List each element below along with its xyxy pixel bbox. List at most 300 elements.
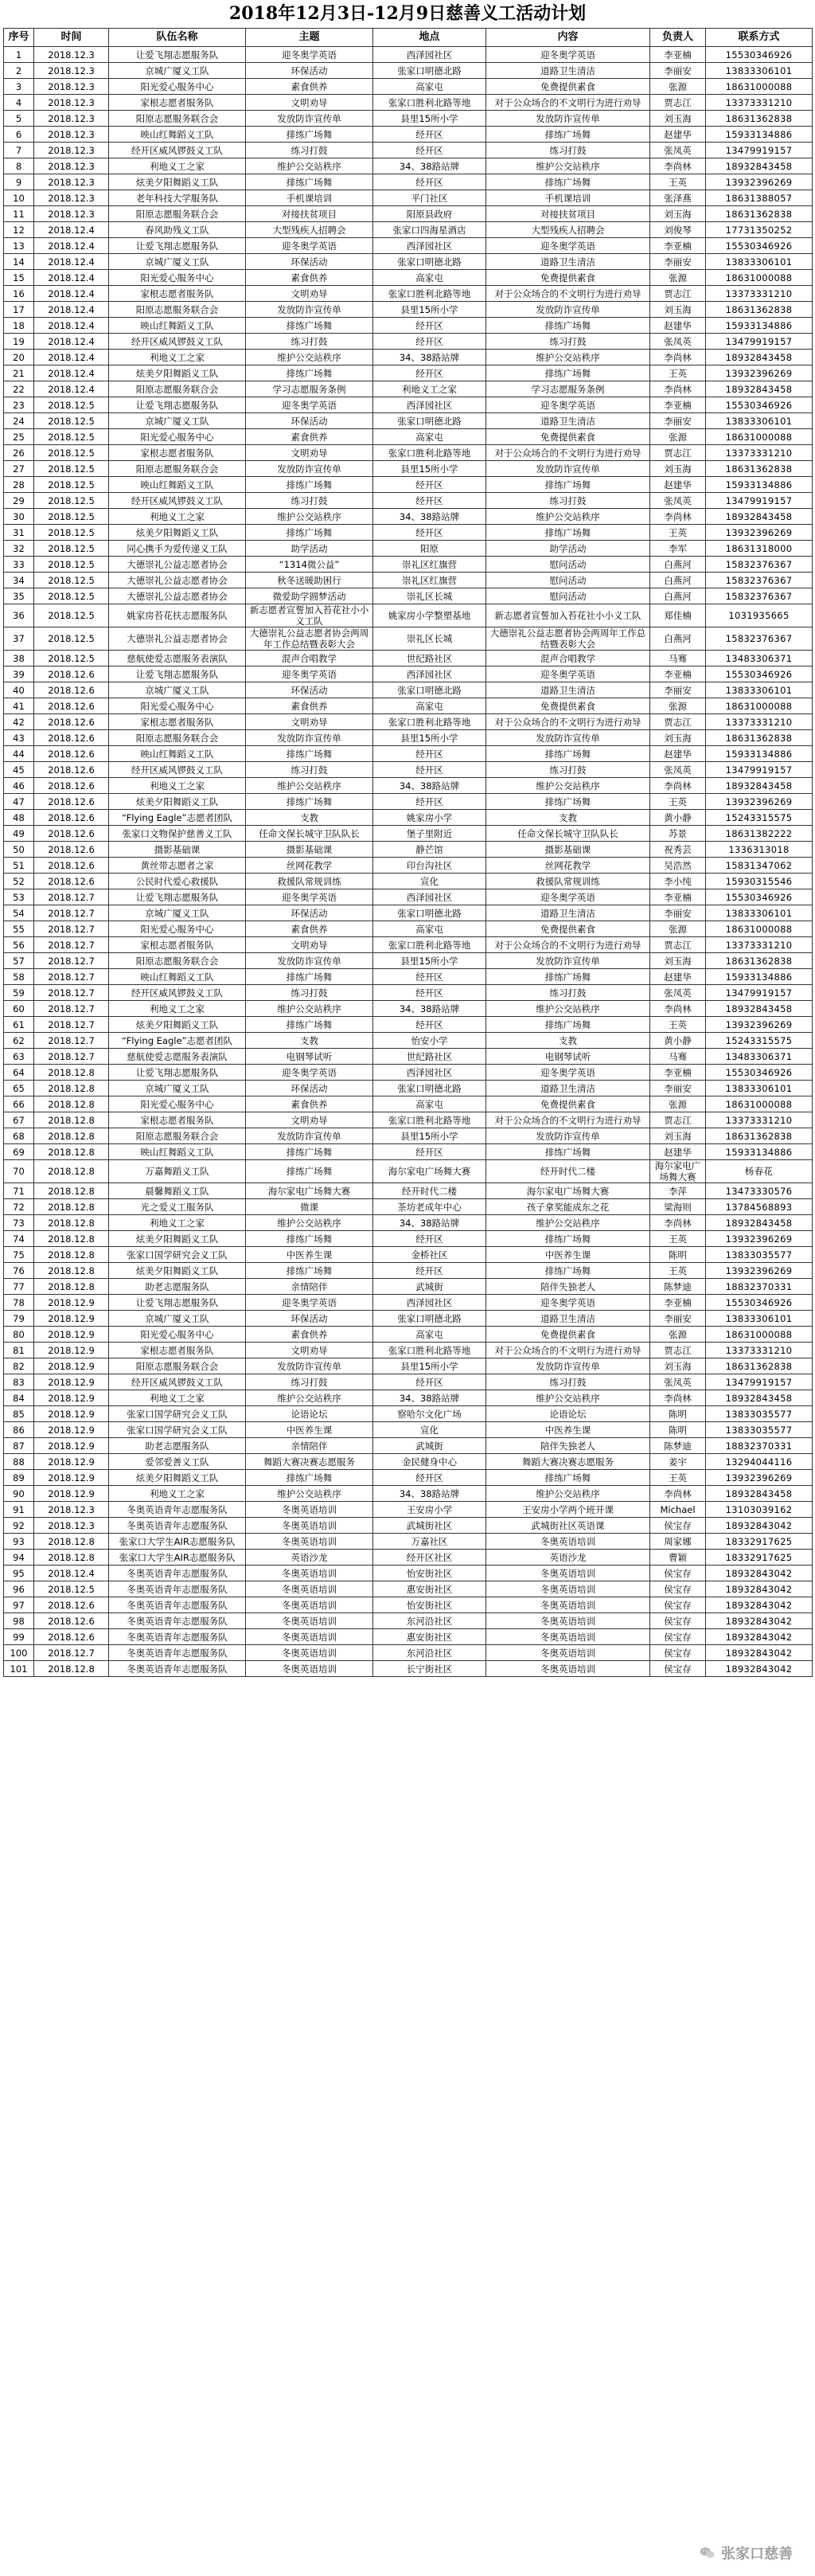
cell-index: 51: [4, 858, 34, 874]
cell-location: 茶坊老成年中心: [373, 1199, 486, 1215]
table-row: [4, 222, 813, 238]
table-row: [4, 762, 813, 778]
cell-index: 38: [4, 651, 34, 666]
cell-team: 阳光爱心服务中心: [109, 698, 246, 714]
cell-date: 2018.12.9: [34, 1358, 109, 1374]
cell-index: 70: [4, 1160, 34, 1183]
cell-theme: 舞蹈大赛决赛志愿服务: [246, 1454, 373, 1470]
cell-contact: 18631318000: [706, 541, 813, 557]
cell-theme: 发放防诈宣传单: [246, 1358, 373, 1374]
table-row: [4, 588, 813, 604]
cell-team: 映山红舞蹈义工队: [109, 969, 246, 985]
cell-index: 8: [4, 158, 34, 174]
cell-team: 让爱飞翔志愿服务队: [109, 666, 246, 682]
cell-team: 京城广厦义工队: [109, 1311, 246, 1327]
cell-content: 救援队常规训练: [486, 874, 650, 889]
cell-team: 让爱飞翔志愿服务队: [109, 238, 246, 254]
cell-content: 免费提供素食: [486, 921, 650, 937]
cell-content: 排练广场舞: [486, 794, 650, 810]
cell-person: 李亚楠: [650, 238, 706, 254]
cell-date: 2018.12.8: [34, 1550, 109, 1566]
cell-location: 怡安街社区: [373, 1566, 486, 1581]
cell-content: 英语沙龙: [486, 1550, 650, 1566]
cell-location: 崇礼区长城: [373, 627, 486, 651]
cell-date: 2018.12.8: [34, 1065, 109, 1081]
table-row: [4, 1049, 813, 1065]
cell-date: 2018.12.4: [34, 334, 109, 350]
cell-date: 2018.12.6: [34, 794, 109, 810]
cell-person: 海尔家电广场舞大赛: [650, 1160, 706, 1183]
cell-content: 学习志愿服务条例: [486, 381, 650, 397]
cell-contact: 13373331210: [706, 1112, 813, 1128]
table-row: [4, 858, 813, 874]
table-row: [4, 493, 813, 509]
cell-contact: 15530346926: [706, 47, 813, 63]
cell-theme: 迎冬奥学英语: [246, 666, 373, 682]
cell-location: 34、38路站牌: [373, 778, 486, 794]
cell-theme: 中医养生课: [246, 1422, 373, 1438]
table-row: [4, 397, 813, 413]
cell-team: 利地义工之家: [109, 509, 246, 525]
cell-content: 排练广场舞: [486, 1470, 650, 1486]
cell-content: 排练广场舞: [486, 1017, 650, 1033]
cell-person: 马骞: [650, 651, 706, 666]
cell-index: 40: [4, 682, 34, 698]
cell-person: 张源: [650, 698, 706, 714]
cell-date: 2018.12.4: [34, 254, 109, 270]
cell-person: 李丽安: [650, 905, 706, 921]
cell-contact: 15243315575: [706, 810, 813, 826]
cell-theme: 混声合唱教学: [246, 651, 373, 666]
cell-theme: 发放防诈宣传单: [246, 730, 373, 746]
cell-index: 2: [4, 63, 34, 79]
cell-index: 5: [4, 111, 34, 127]
cell-date: 2018.12.5: [34, 588, 109, 604]
cell-theme: 练习打鼓: [246, 762, 373, 778]
cell-content: 慰问活动: [486, 557, 650, 573]
cell-content: 维护公交站秩序: [486, 1390, 650, 1406]
cell-index: 13: [4, 238, 34, 254]
cell-team: 冬奥英语青年志愿服务队: [109, 1613, 246, 1629]
cell-content: 免费提供素食: [486, 1327, 650, 1343]
cell-index: 88: [4, 1454, 34, 1470]
cell-person: 李尚林: [650, 350, 706, 365]
cell-date: 2018.12.4: [34, 270, 109, 286]
cell-contact: 13784568893: [706, 1199, 813, 1215]
cell-contact: 18932843042: [706, 1581, 813, 1597]
cell-content: 练习打鼓: [486, 1374, 650, 1390]
cell-team: 阳原志愿服务联合会: [109, 1358, 246, 1374]
cell-content: 维护公交站秩序: [486, 350, 650, 365]
cell-date: 2018.12.7: [34, 1001, 109, 1017]
cell-content: 中医养生课: [486, 1247, 650, 1263]
cell-content: 迎冬奥学英语: [486, 1295, 650, 1311]
cell-theme: 维护公交站秩序: [246, 1390, 373, 1406]
cell-location: 张家口明德北路: [373, 63, 486, 79]
cell-date: 2018.12.4: [34, 381, 109, 397]
cell-location: 姚家房小学: [373, 810, 486, 826]
cell-theme: 环保活动: [246, 413, 373, 429]
cell-index: 89: [4, 1470, 34, 1486]
cell-team: “Flying Eagle”志愿者团队: [109, 1033, 246, 1049]
cell-contact: 18631362838: [706, 730, 813, 746]
cell-contact: 杨春花: [706, 1160, 813, 1183]
cell-index: 65: [4, 1081, 34, 1096]
cell-location: 经开区: [373, 493, 486, 509]
cell-theme: 冬奥英语培训: [246, 1534, 373, 1550]
cell-team: 春风助残义工队: [109, 222, 246, 238]
cell-date: 2018.12.6: [34, 1629, 109, 1645]
cell-index: 11: [4, 206, 34, 222]
cell-contact: 15933134886: [706, 127, 813, 143]
cell-content: 发放防诈宣传单: [486, 953, 650, 969]
cell-theme: 秋冬送暖助困行: [246, 573, 373, 588]
cell-date: 2018.12.3: [34, 174, 109, 190]
cell-index: 56: [4, 937, 34, 953]
cell-location: 张家口胜利北路等地: [373, 445, 486, 461]
cell-person: 李尚林: [650, 381, 706, 397]
cell-index: 96: [4, 1581, 34, 1597]
cell-location: 经开区: [373, 365, 486, 381]
cell-person: 张凤英: [650, 493, 706, 509]
table-row: [4, 921, 813, 937]
cell-date: 2018.12.6: [34, 1613, 109, 1629]
cell-contact: 15530346926: [706, 397, 813, 413]
cell-theme: 微爱助学圆梦活动: [246, 588, 373, 604]
table-row: [4, 1343, 813, 1358]
cell-theme: 发放防诈宣传单: [246, 111, 373, 127]
cell-location: 张家口胜利北路等地: [373, 286, 486, 302]
cell-person: 吴浩然: [650, 858, 706, 874]
cell-contact: 18631362838: [706, 302, 813, 318]
cell-team: 利地义工之家: [109, 158, 246, 174]
cell-index: 100: [4, 1645, 34, 1661]
cell-location: 高家屯: [373, 1327, 486, 1343]
cell-index: 16: [4, 286, 34, 302]
cell-contact: 18932843458: [706, 778, 813, 794]
cell-content: 练习打鼓: [486, 985, 650, 1001]
cell-content: 陪伴失独老人: [486, 1438, 650, 1454]
cell-team: 家根志愿者服务队: [109, 445, 246, 461]
cell-location: 世纪路社区: [373, 651, 486, 666]
cell-theme: 素食供养: [246, 79, 373, 95]
cell-location: 怡安小学: [373, 1033, 486, 1049]
cell-index: 79: [4, 1311, 34, 1327]
cell-team: 助老志愿服务队: [109, 1438, 246, 1454]
table-row: [4, 627, 813, 651]
cell-date: 2018.12.6: [34, 778, 109, 794]
cell-theme: 文明劝导: [246, 937, 373, 953]
cell-date: 2018.12.7: [34, 905, 109, 921]
cell-location: 经开区: [373, 525, 486, 541]
cell-theme: 排练广场舞: [246, 318, 373, 334]
cell-location: 静芒馆: [373, 842, 486, 858]
cell-index: 72: [4, 1199, 34, 1215]
cell-content: 迎冬奥学英语: [486, 666, 650, 682]
cell-contact: 17731350252: [706, 222, 813, 238]
cell-theme: 排练广场舞: [246, 1231, 373, 1247]
cell-contact: 13473330576: [706, 1183, 813, 1199]
cell-content: 冬奥英语培训: [486, 1566, 650, 1581]
cell-person: 侯宝存: [650, 1661, 706, 1677]
cell-location: 经开区: [373, 334, 486, 350]
cell-contact: 15530346926: [706, 1295, 813, 1311]
cell-person: 陈明: [650, 1406, 706, 1422]
cell-date: 2018.12.3: [34, 47, 109, 63]
cell-team: 老年科技大学服务队: [109, 190, 246, 206]
table-row: [4, 1374, 813, 1390]
cell-team: 阳光爱心服务中心: [109, 1327, 246, 1343]
cell-team: 家根志愿者服务队: [109, 937, 246, 953]
cell-theme: 亲情陪伴: [246, 1438, 373, 1454]
cell-person: 黄小静: [650, 810, 706, 826]
cell-content: 排练广场舞: [486, 1231, 650, 1247]
cell-location: 经开区: [373, 985, 486, 1001]
cell-theme: 素食供养: [246, 1096, 373, 1112]
cell-person: 陈明: [650, 1422, 706, 1438]
cell-theme: 冬奥英语培训: [246, 1597, 373, 1613]
cell-index: 42: [4, 714, 34, 730]
cell-theme: 中医养生课: [246, 1247, 373, 1263]
cell-location: 西泽园社区: [373, 397, 486, 413]
cell-index: 21: [4, 365, 34, 381]
cell-theme: 素食供养: [246, 1327, 373, 1343]
cell-person: 侯宝存: [650, 1566, 706, 1581]
table-row: [4, 1502, 813, 1518]
table-row: [4, 174, 813, 190]
cell-content: 电钢琴试听: [486, 1049, 650, 1065]
cell-location: 张家口胜利北路等地: [373, 1112, 486, 1128]
cell-date: 2018.12.9: [34, 1406, 109, 1422]
cell-content: 道路卫生清洁: [486, 682, 650, 698]
cell-date: 2018.12.6: [34, 730, 109, 746]
cell-content: 论语论坛: [486, 1406, 650, 1422]
table-row: [4, 1001, 813, 1017]
cell-index: 101: [4, 1661, 34, 1677]
cell-team: 京城广厦义工队: [109, 63, 246, 79]
cell-team: 黄丝带志愿者之家: [109, 858, 246, 874]
cell-theme: 维护公交站秩序: [246, 1215, 373, 1231]
cell-person: 梁海则: [650, 1199, 706, 1215]
cell-date: 2018.12.9: [34, 1343, 109, 1358]
cell-theme: 排练广场舞: [246, 1144, 373, 1160]
cell-location: 宣化: [373, 1422, 486, 1438]
cell-person: 李尚林: [650, 1486, 706, 1502]
cell-person: 李丽安: [650, 413, 706, 429]
cell-contact: 15831347062: [706, 858, 813, 874]
cell-team: 阳光爱心服务中心: [109, 79, 246, 95]
cell-index: 68: [4, 1128, 34, 1144]
watermark-text: 张家口慈善: [721, 2546, 793, 2562]
cell-theme: 练习打鼓: [246, 143, 373, 158]
table-row: [4, 905, 813, 921]
table-row: [4, 1279, 813, 1295]
cell-index: 28: [4, 477, 34, 493]
cell-content: 冬奥英语培训: [486, 1597, 650, 1613]
cell-index: 59: [4, 985, 34, 1001]
cell-person: 白燕河: [650, 627, 706, 651]
cell-date: 2018.12.8: [34, 1144, 109, 1160]
cell-contact: 18631362838: [706, 111, 813, 127]
cell-person: 郑佳楠: [650, 604, 706, 627]
cell-contact: 18631000088: [706, 921, 813, 937]
cell-team: 阳原志愿服务联合会: [109, 206, 246, 222]
cell-content: 免费提供素食: [486, 270, 650, 286]
table-row: [4, 254, 813, 270]
cell-date: 2018.12.4: [34, 302, 109, 318]
cell-content: 排练广场舞: [486, 746, 650, 762]
cell-date: 2018.12.5: [34, 573, 109, 588]
cell-index: 93: [4, 1534, 34, 1550]
cell-person: 侯宝存: [650, 1597, 706, 1613]
cell-index: 35: [4, 588, 34, 604]
cell-content: 迎冬奥学英语: [486, 238, 650, 254]
cell-location: 堡子里附近: [373, 826, 486, 842]
cell-contact: 15832376367: [706, 627, 813, 651]
table-row: [4, 1597, 813, 1613]
cell-index: 39: [4, 666, 34, 682]
cell-date: 2018.12.5: [34, 397, 109, 413]
cell-contact: 15530346926: [706, 889, 813, 905]
cell-index: 74: [4, 1231, 34, 1247]
cell-content: 孩子拿奖能成东之花: [486, 1199, 650, 1215]
cell-date: 2018.12.4: [34, 286, 109, 302]
cell-team: 大德崇礼公益志愿者协会: [109, 557, 246, 573]
cell-date: 2018.12.6: [34, 1597, 109, 1613]
cell-location: 张家口明德北路: [373, 254, 486, 270]
header-team: 队伍名称: [109, 29, 246, 47]
cell-person: 陈梦迪: [650, 1279, 706, 1295]
cell-date: 2018.12.5: [34, 413, 109, 429]
cell-index: 29: [4, 493, 34, 509]
cell-date: 2018.12.9: [34, 1422, 109, 1438]
cell-contact: 18631000088: [706, 698, 813, 714]
cell-team: 姚家房苔花扶志愿服务队: [109, 604, 246, 627]
cell-person: 李尚林: [650, 1215, 706, 1231]
cell-person: 张凤英: [650, 762, 706, 778]
cell-team: 经开区威风锣鼓义工队: [109, 1374, 246, 1390]
cell-team: 张家口国学研究会义工队: [109, 1406, 246, 1422]
cell-date: 2018.12.9: [34, 1438, 109, 1454]
cell-date: 2018.12.4: [34, 238, 109, 254]
cell-contact: 13833035577: [706, 1247, 813, 1263]
cell-team: 张家口大学生AIR志愿服务队: [109, 1550, 246, 1566]
cell-team: 家根志愿者服务队: [109, 1343, 246, 1358]
cell-content: 陪伴失独老人: [486, 1279, 650, 1295]
cell-theme: 冬奥英语培训: [246, 1629, 373, 1645]
cell-person: 周家娜: [650, 1534, 706, 1550]
cell-theme: 新志愿者宣誓加入苔花社小小义工队: [246, 604, 373, 627]
cell-theme: 迎冬奥学英语: [246, 238, 373, 254]
cell-contact: 13479919157: [706, 762, 813, 778]
cell-index: 33: [4, 557, 34, 573]
cell-content: 免费提供素食: [486, 1096, 650, 1112]
cell-content: 道路卫生清洁: [486, 63, 650, 79]
table-row: [4, 651, 813, 666]
table-row: [4, 1661, 813, 1677]
cell-theme: 冬奥英语培训: [246, 1518, 373, 1534]
cell-team: 经开区威风锣鼓义工队: [109, 143, 246, 158]
cell-team: 利地义工之家: [109, 1215, 246, 1231]
cell-contact: 15832376367: [706, 557, 813, 573]
cell-content: 冬奥英语培训: [486, 1613, 650, 1629]
cell-team: 公民时代爱心救援队: [109, 874, 246, 889]
cell-content: 冬奥英语培训: [486, 1645, 650, 1661]
cell-location: 县里15所小学: [373, 111, 486, 127]
cell-theme: 文明劝导: [246, 1112, 373, 1128]
cell-content: 慰问活动: [486, 588, 650, 604]
cell-index: 94: [4, 1550, 34, 1566]
cell-contact: 18932843042: [706, 1629, 813, 1645]
table-row: [4, 794, 813, 810]
cell-location: 海尔家电广场舞大赛: [373, 1160, 486, 1183]
cell-contact: 15243315575: [706, 1033, 813, 1049]
cell-person: 张凤英: [650, 334, 706, 350]
table-row: [4, 1454, 813, 1470]
cell-content: 道路卫生清洁: [486, 1081, 650, 1096]
cell-date: 2018.12.3: [34, 190, 109, 206]
cell-index: 50: [4, 842, 34, 858]
cell-team: 京城广厦义工队: [109, 905, 246, 921]
cell-contact: 18631000088: [706, 270, 813, 286]
cell-content: 练习打鼓: [486, 493, 650, 509]
cell-team: 让爱飞翔志愿服务队: [109, 889, 246, 905]
cell-theme: 排练广场舞: [246, 1263, 373, 1279]
cell-person: 李丽安: [650, 63, 706, 79]
table-row: [4, 111, 813, 127]
cell-content: 混声合唱教学: [486, 651, 650, 666]
cell-theme: 环保活动: [246, 254, 373, 270]
cell-team: 冬奥英语青年志愿服务队: [109, 1518, 246, 1534]
cell-date: 2018.12.3: [34, 143, 109, 158]
cell-location: 王安房小学: [373, 1502, 486, 1518]
cell-date: 2018.12.6: [34, 746, 109, 762]
cell-contact: 18932843458: [706, 1001, 813, 1017]
cell-date: 2018.12.5: [34, 445, 109, 461]
table-body: [4, 47, 813, 1677]
cell-theme: 练习打鼓: [246, 1374, 373, 1390]
cell-contact: 13932396269: [706, 794, 813, 810]
cell-contact: 13479919157: [706, 143, 813, 158]
cell-location: 经开区: [373, 318, 486, 334]
cell-person: 刘玉海: [650, 1128, 706, 1144]
table-row: [4, 573, 813, 588]
cell-team: 大德崇礼公益志愿者协会: [109, 588, 246, 604]
cell-contact: 13932396269: [706, 1231, 813, 1247]
cell-theme: 练习打鼓: [246, 493, 373, 509]
cell-theme: 冬奥英语培训: [246, 1645, 373, 1661]
cell-person: 李尚林: [650, 1001, 706, 1017]
cell-index: 36: [4, 604, 34, 627]
table-row: [4, 937, 813, 953]
cell-content: 对于公众场合的不文明行为进行劝导: [486, 1112, 650, 1128]
cell-location: 宣化: [373, 874, 486, 889]
cell-team: 家根志愿者服务队: [109, 95, 246, 111]
cell-person: 刘玉海: [650, 1358, 706, 1374]
cell-theme: 支教: [246, 1033, 373, 1049]
cell-person: 姜宇: [650, 1454, 706, 1470]
cell-person: 陈梦迪: [650, 1438, 706, 1454]
table-row: [4, 1231, 813, 1247]
table-row: [4, 810, 813, 826]
cell-team: 让爱飞翔志愿服务队: [109, 397, 246, 413]
cell-theme: 学习志愿服务条例: [246, 381, 373, 397]
cell-contact: 15832376367: [706, 573, 813, 588]
cell-index: 84: [4, 1390, 34, 1406]
cell-contact: 15930315546: [706, 874, 813, 889]
cell-index: 19: [4, 334, 34, 350]
cell-location: 张家口明德北路: [373, 1311, 486, 1327]
